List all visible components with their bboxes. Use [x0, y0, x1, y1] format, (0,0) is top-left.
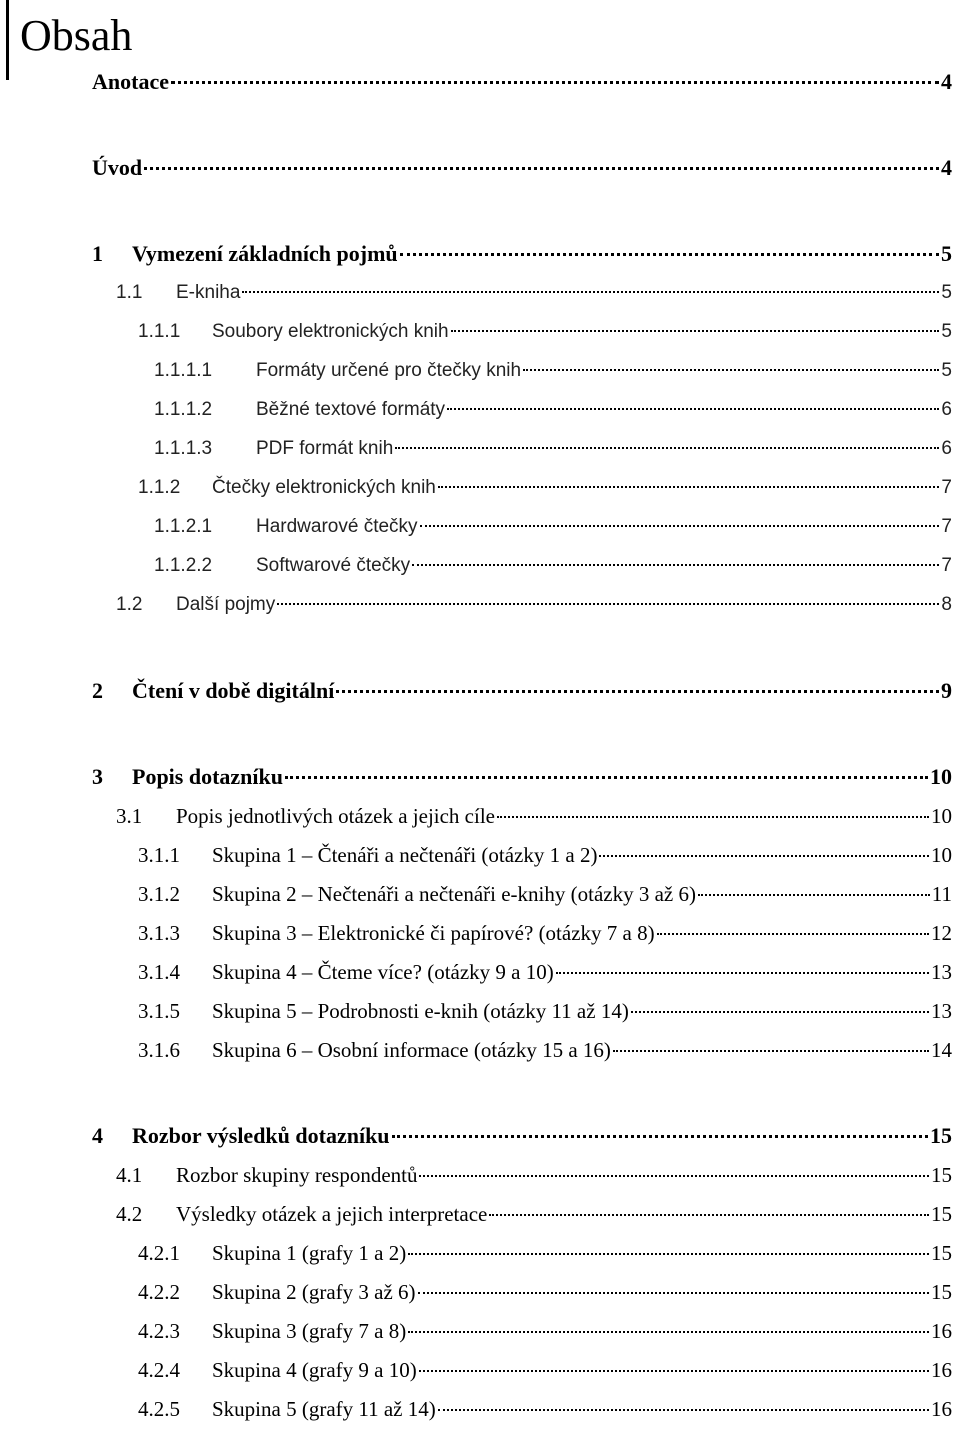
- dot-leader: [438, 1409, 929, 1411]
- toc-entry[interactable]: [138, 1034, 952, 1066]
- toc-entry[interactable]: [138, 472, 952, 504]
- toc-entry[interactable]: [138, 1237, 952, 1269]
- toc-entry-page: 5: [941, 360, 952, 381]
- toc-entry-page: 16: [931, 1397, 952, 1421]
- toc-entry[interactable]: [138, 1276, 952, 1308]
- toc-entry[interactable]: [138, 316, 952, 348]
- toc-entry-number: 1.1.1.1: [154, 360, 213, 381]
- toc-entry-number: 3.1.4: [138, 960, 180, 984]
- toc-entry-page: 9: [941, 678, 952, 703]
- toc-entry-title: Skupina 2 (grafy 3 až 6): [212, 1280, 416, 1304]
- toc-entry[interactable]: [154, 355, 952, 387]
- dot-leader: [392, 1135, 928, 1138]
- dot-leader: [613, 1050, 929, 1052]
- dot-leader: [420, 525, 940, 527]
- toc-entry-number: 1.1.2.2: [154, 555, 213, 576]
- toc-entry-page: 12: [931, 921, 952, 945]
- toc-entry-title: Skupina 5 (grafy 11 až 14): [212, 1397, 436, 1421]
- toc-entry-number: 3.1.3: [138, 921, 180, 945]
- toc-entry-page: 10: [930, 764, 952, 789]
- toc-entry-page: 15: [931, 1241, 952, 1265]
- toc-entry[interactable]: [154, 511, 952, 543]
- toc-entry-page: 4: [941, 155, 952, 180]
- toc-entry-page: 5: [941, 321, 952, 342]
- dot-leader: [631, 1011, 929, 1013]
- toc-entry-number: 4.2.2: [138, 1280, 180, 1304]
- toc-entry-title: Čtení v době digitální: [132, 678, 335, 703]
- toc-entry[interactable]: [138, 917, 952, 949]
- dot-leader: [698, 894, 930, 896]
- dot-leader: [408, 1331, 929, 1333]
- toc-entry-number: 4.2.1: [138, 1241, 180, 1265]
- toc-entry-page: 8: [941, 594, 952, 615]
- toc-entry-page: 6: [941, 399, 952, 420]
- toc-entry-title: Skupina 4 – Čteme více? (otázky 9 a 10): [212, 960, 554, 984]
- toc-entry[interactable]: [116, 800, 952, 832]
- toc-entry[interactable]: [92, 238, 952, 270]
- toc-entry-number: 1.1: [116, 282, 143, 303]
- toc-entry-number: 2: [92, 678, 103, 703]
- toc-entry-number: 1.1.2: [138, 477, 181, 498]
- toc-entry-number: 1.2: [116, 594, 143, 615]
- dot-leader: [419, 1370, 929, 1372]
- toc-entry-title: Úvod: [92, 155, 143, 180]
- toc-entry-page: 15: [931, 1280, 952, 1304]
- toc-entry-page: 16: [931, 1358, 952, 1382]
- toc-entry-title: Skupina 1 (grafy 1 a 2): [212, 1241, 407, 1265]
- toc-entry-title: Rozbor skupiny respondentů: [176, 1163, 418, 1187]
- toc-entry-number: 1.1.2.1: [154, 516, 213, 537]
- dot-leader: [599, 855, 929, 857]
- toc-entry[interactable]: [138, 995, 952, 1027]
- dot-leader: [497, 816, 929, 818]
- toc-entry-number: 3.1.1: [138, 843, 180, 867]
- toc-entry-number: 1.1.1.3: [154, 438, 213, 459]
- toc-entry-title: Skupina 5 – Podrobnosti e-knih (otázky 11 až 14): [212, 999, 629, 1023]
- dot-leader: [400, 253, 939, 256]
- dot-leader: [144, 167, 939, 170]
- toc-entry-number: 3.1.5: [138, 999, 180, 1023]
- dot-leader: [277, 603, 939, 605]
- dot-leader: [242, 291, 939, 293]
- toc-entry-page: 15: [931, 1202, 952, 1226]
- toc-entry-title: Popis jednotlivých otázek a jejich cíle: [176, 804, 495, 828]
- toc-entry-number: 3.1.2: [138, 882, 180, 906]
- toc-entry[interactable]: [92, 675, 952, 707]
- toc-entry-page: 11: [931, 882, 952, 906]
- dot-leader: [438, 486, 940, 488]
- toc-entry-page: 5: [941, 282, 952, 303]
- dot-leader: [395, 447, 939, 449]
- toc-entry[interactable]: [138, 878, 952, 910]
- toc-entry-title: Čtečky elektronických knih: [212, 477, 436, 498]
- toc-entry-page: 14: [931, 1038, 952, 1062]
- toc-entry-title: Skupina 2 – Nečtenáři a nečtenáři e-knihy (otázky 3 až 6): [212, 882, 696, 906]
- page-title: Obsah: [20, 11, 133, 60]
- toc-entry[interactable]: [92, 152, 952, 184]
- toc-entry-page: 5: [941, 241, 952, 266]
- toc-entry-title: Skupina 4 (grafy 9 a 10): [212, 1358, 417, 1382]
- toc-entry-title: PDF formát knih: [256, 438, 394, 459]
- toc-entry-number: 3.1.6: [138, 1038, 180, 1062]
- toc-entry[interactable]: [92, 66, 952, 98]
- toc-entry[interactable]: [92, 761, 952, 793]
- toc-entry[interactable]: [154, 433, 952, 465]
- toc-entry[interactable]: [138, 1354, 952, 1386]
- toc-entry-page: 16: [931, 1319, 952, 1343]
- toc-entry-page: 7: [941, 477, 952, 498]
- toc-entry-title: E-kniha: [176, 282, 241, 303]
- toc-entry-number: 4.2.4: [138, 1358, 180, 1382]
- dot-leader: [523, 369, 939, 371]
- toc-entry-page: 13: [931, 960, 952, 984]
- toc-entry-title: Vymezení základních pojmů: [132, 241, 398, 266]
- dot-leader: [419, 1175, 929, 1177]
- toc-entry-number: 1: [92, 241, 103, 266]
- dot-leader: [408, 1253, 929, 1255]
- toc-entry[interactable]: [116, 1198, 952, 1230]
- toc-entry-number: 4.2.3: [138, 1319, 180, 1343]
- toc-entry-page: 15: [930, 1123, 952, 1148]
- toc-entry-page: 7: [941, 516, 952, 537]
- toc-entry-page: 7: [941, 555, 952, 576]
- toc-entry-page: 13: [931, 999, 952, 1023]
- dot-leader: [171, 81, 939, 84]
- toc-entry-title: Výsledky otázek a jejich interpretace: [176, 1202, 488, 1226]
- dot-leader: [556, 972, 929, 974]
- toc-entry-title: Hardwarové čtečky: [256, 516, 418, 537]
- toc-entry-number: 3: [92, 764, 103, 789]
- toc-entry-title: Běžné textové formáty: [256, 399, 446, 420]
- toc-entry-title: Soubory elektronických knih: [212, 321, 449, 342]
- toc-entry[interactable]: [116, 277, 952, 309]
- toc-entry-number: 1.1.1: [138, 321, 181, 342]
- toc-entry-number: 4: [92, 1123, 103, 1148]
- toc-entry-number: 4.1: [116, 1163, 143, 1187]
- toc-entry[interactable]: [116, 589, 952, 621]
- toc-entry[interactable]: [92, 1120, 952, 1152]
- dot-leader: [447, 408, 939, 410]
- toc-entry-title: Popis dotazníku: [132, 764, 283, 789]
- toc-entry[interactable]: [154, 394, 952, 426]
- dot-leader: [418, 1292, 929, 1294]
- toc-entry-title: Rozbor výsledků dotazníku: [132, 1123, 390, 1148]
- toc-entry-title: Skupina 6 – Osobní informace (otázky 15 a 16): [212, 1038, 611, 1062]
- toc-entry-page: 15: [931, 1163, 952, 1187]
- toc-entry-page: 6: [941, 438, 952, 459]
- toc-entry-title: Skupina 3 – Elektronické či papírové? (otázky 7 a 8): [212, 921, 655, 945]
- toc-entry[interactable]: [116, 1159, 952, 1191]
- toc-entry-page: 4: [941, 69, 952, 94]
- toc-entry-page: 10: [931, 843, 952, 867]
- dot-leader: [285, 776, 928, 779]
- dot-leader: [489, 1214, 929, 1216]
- toc-entry[interactable]: [154, 550, 952, 582]
- toc-entry[interactable]: [138, 1393, 952, 1425]
- toc-entry-number: 3.1: [116, 804, 143, 828]
- toc-entry-page: 10: [931, 804, 952, 828]
- toc-entry[interactable]: [138, 1315, 952, 1347]
- toc-entry-title: Skupina 1 – Čtenáři a nečtenáři (otázky 1 a 2): [212, 843, 598, 867]
- dot-leader: [336, 690, 939, 693]
- toc-entry-title: Formáty určené pro čtečky knih: [256, 360, 522, 381]
- toc-entry-number: 4.2: [116, 1202, 143, 1226]
- toc-entry-title: Softwarové čtečky: [256, 555, 411, 576]
- dot-leader: [451, 330, 940, 332]
- toc-entry-number: 4.2.5: [138, 1397, 180, 1421]
- toc-entry[interactable]: [138, 839, 952, 871]
- toc-entry-title: Anotace: [92, 69, 169, 94]
- toc-entry-title: Další pojmy: [176, 594, 276, 615]
- toc-entry-number: 1.1.1.2: [154, 399, 213, 420]
- toc-entry[interactable]: [138, 956, 952, 988]
- toc-entry-title: Skupina 3 (grafy 7 a 8): [212, 1319, 407, 1343]
- dot-leader: [657, 933, 929, 935]
- dot-leader: [412, 564, 939, 566]
